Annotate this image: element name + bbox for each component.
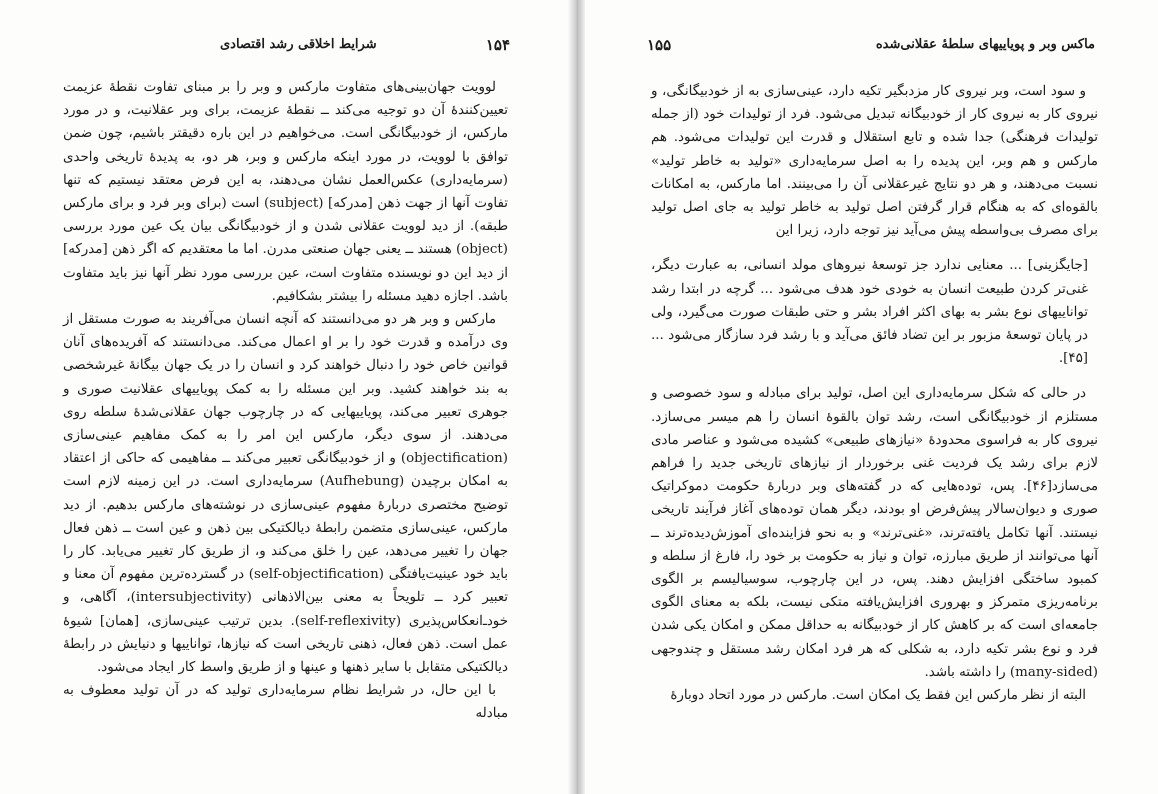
left-book-page [0,0,568,794]
left-page-body [63,76,508,726]
left-paragraph-1: لوویت جهان‌بینی‌های متفاوت مارکس و وبر را بر مبنای تفاوت نقطهٔ عزیمت تعیین‌کنندهٔ آن دو توجیه می‌کند ــ نقطهٔ عزیمت، برای وبر عقلانیت، و در مورد مارکس، از خودبیگانگی است. می‌خواهیم در این باره دقیقتر باشیم، چون ضمن توافق با لوویت، در مورد اینکه مارکس و وبر، هر دو، به پدیدهٔ تاریخی واحدی (سرمایه‌داری) عکس‌العمل نشان می‌دهند، به این فرض معتقد نیستیم که تنها تفاوت آنها از جهت ذهن [مدرکه] (subject) است (برای وبر فرد و برای مارکس طبقه). از دید لوویت عقلانی شدن و از خودبیگانگی بیان یک عین مورد بررسی (object) هستند ــ یعنی جهان صنعتی مدرن. اما ما معتقدیم که اگر ذهن [مدرکه] از دید این دو نویسنده متفاوت است، عین بررسی مورد نظر آنها نیز باید متفاوت باشد. اجازه دهید مسئله را بیشتر بشکافیم. [63,80,508,304]
right-page-body [651,80,1098,707]
left-page-number: ۱۵۴ [485,36,510,54]
book-gutter [568,0,585,794]
left-paragraph-2: مارکس و وبر هر دو می‌دانستند که آنچه انسان می‌آفریند به صورت مستقل از وی درآمده و قدرت خود را بر او اعمال می‌کند. می‌دانستند که آفریده‌های آنان قوانین خاص خود را دنبال خواهند کرد و انسان را در یک جهان بیگانهٔ غیرشخصی به بند خواهند کشید. وبر این مسئله را به کمک پویاییهای عقلانیت صوری و جوهری تعبیر می‌کند، پویاییهایی که در چارچوب جهان عقلانی‌شدهٔ سلطه روی می‌دهند. از سوی دیگر، مارکس این امر را به کمک مفاهیم عینی‌سازی (objectification) و از خودبیگانگی تعبیر می‌کند ــ مفاهیمی که حاکی از اعتقاد به امکان برچیدن (Aufhebung) سرمایه‌داری است. در این زمینه لازم است توضیح مختصری دربارهٔ مفهوم عینی‌سازی در نوشته‌های مارکس بدهیم. از دید مارکس، عینی‌سازی متضمن رابطهٔ دیالکتیکی بین ذهن و عین است ــ ذهن فعال جهان را تغییر می‌دهد، عین را خلق می‌کند و، از طریق کار تغییر می‌یابد. کار را باید خود عینیت‌یافتگی (self-objectification) در گسترده‌ترین مفهوم آن معنا و تعبیر کرد ــ تلویحاً به معنی بین‌الاذهانی (intersubjectivity)، آگاهی، و خود‌ـ‌انعکاس‌پذیری (self-reflexivity). بدین ترتیب عینی‌سازی، [همان] شیوهٔ عمل است. ذهن فعال، ذهنی تاریخی است که نیازها، تواناییها و دنیایش در رابطهٔ دیالکتیکی متقابل با سایر ذهنها و عینها و از طریق واسط کار ایجاد می‌شود. [63,312,509,676]
right-paragraph-2: در حالی که شکل سرمایه‌داری این اصل، تولید برای مبادله و سود خصوصی و مستلزم از خودبیگانگی است، رشد توان بالقوهٔ انسان را هم میسر می‌سازد. نیروی کار به فراسوی محدودهٔ «نیازهای طبیعی» کشیده می‌شود و عناصر مادی لازم برای رشد یک فردیت غنی برخوردار از نیازهای تاریخی جدید را فراهم می‌سازد[۴۶]. پس، توده‌هایی که در گفته‌های وبر دربارهٔ حکومت دموکراتیک صوری و دیوان‌سالار پیش‌فرض او بودند، دیگر همان توده‌های آغاز فرآیند تاریخی نیستند. آنها تکامل یافته‌ترند، «غنی‌ترند» و به نحو فزاینده‌ای آموزش‌دیده‌ترند ــ آنها می‌توانند از طریق مبارزه، توان و نیاز به حکومت بر خود را، فارغ از سلطه و کمبود ساختگی افزایش دهند. پس، در این چارچوب، سوسیالیسم بر الگوی برنامه‌ریزی متمرکز و بهروری افزایش‌یافته متکی نیست، بلکه به معنای الگوی جامعه‌ای است که بر کاهش کار از خودبیگانه به حداقل ممکن و امکان یکی شدن فرد و نوع بشر تکیه دارد، به شکلی که هر فرد امکان رشد مستقل و چندوجهی (many-sided) را داشته باشد. [651,386,1098,680]
right-book-page [585,0,1158,794]
left-page-header [70,34,510,56]
left-running-title: شرایط اخلاقی رشد اقتصادی [220,37,377,52]
right-page-header [647,34,1095,56]
block-quote: [جایگزینی] ... معنایی ندارد جز توسعهٔ نیروهای مولد انسانی، به عبارت دیگر، غنی‌تر کردن طبیعت انسان به خودی خود هدف می‌شود ... گرچه در ابتدا رشد تواناییهای نوع بشر به بهای اکثر افراد بشر و حتی طبقات صورت می‌گیرد، ولی در پایان توسعهٔ مزبور بر این تضاد فائق می‌آید و با رشد فرد سازگار می‌شود ... [۴۵]. [651,258,1088,367]
right-page-number: ۱۵۵ [647,36,672,54]
right-running-title: ماکس وبر و پوياييهای سلطهٔ عقلانی‌شده [875,37,1095,52]
right-paragraph-1: و سود است، وبر نیروی کار مزدبگیر تکیه دارد، عینی‌سازی به از خودبیگانگی، و نیروی کار به نیروی کار از خودبیگانه تبدیل می‌شود. فرد از تولیدات خود (از جمله تولیدات فرهنگی) جدا شده و تابع استقلال و قدرت این تولیدات می‌شود. هم مارکس و هم وبر، این پدیده را به اصل سرمایه‌داری «تولید به خاطر تولید» نسبت می‌دهند، و هر دو نتایج غیرعقلانی آن را می‌بینند. اما مارکس، به امکانات بالقوه‌ای که به هنگام قرار گرفتن اصل تولید به خاطر تولید به جای اصل تولید برای مصرف بی‌واسطه پیش می‌آید نیز توجه دارد، زیرا این [651,84,1098,239]
right-paragraph-3: البته از نظر مارکس این فقط یک امکان است. مارکس در مورد اتحاد دوبارهٔ [670,688,1086,704]
left-paragraph-3: با این حال، در شرایط نظام سرمایه‌داری تولید که در آن تولید معطوف به مبادله [63,683,508,722]
